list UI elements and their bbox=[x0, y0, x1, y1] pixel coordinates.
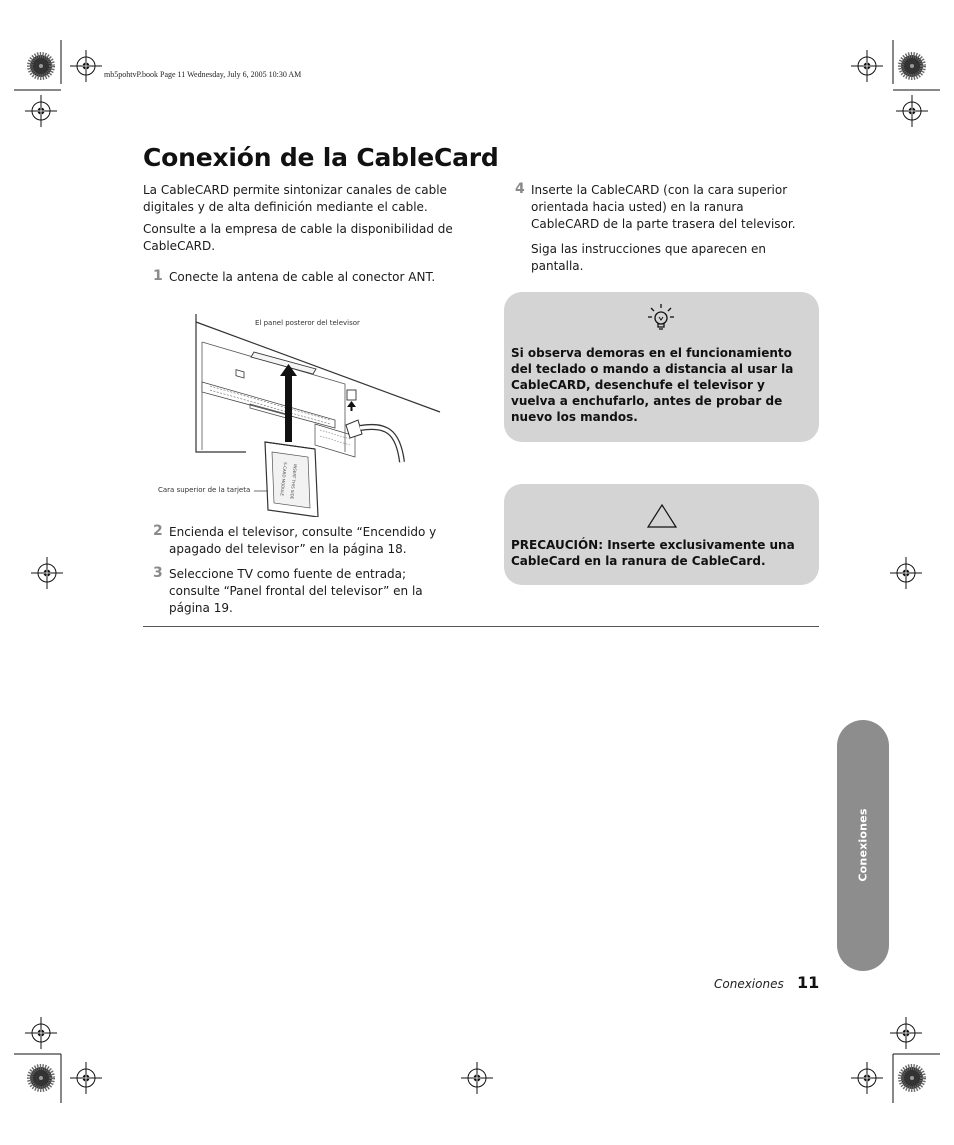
svg-text:INSERT THIS SIDE: INSERT THIS SIDE bbox=[289, 463, 298, 500]
step-2 bbox=[153, 524, 463, 560]
step-number: 1 bbox=[153, 268, 163, 284]
step-4-followup: Siga las instrucciones que aparecen en pantalla. bbox=[531, 242, 767, 273]
intro-paragraph-2: Consulte a la empresa de cable la disponibilidad de CableCARD. bbox=[143, 222, 453, 253]
step-number: 4 bbox=[515, 181, 525, 197]
step-text: Conecte la antena de cable al conector ANT. bbox=[169, 270, 436, 284]
lightbulb-icon bbox=[645, 300, 677, 332]
step-number: 2 bbox=[153, 523, 163, 539]
section-divider bbox=[143, 626, 819, 627]
tip-box bbox=[504, 292, 819, 442]
side-tab-label: Conexiones bbox=[856, 808, 870, 882]
step-number: 3 bbox=[153, 565, 163, 581]
footer-page-number: 11 bbox=[797, 973, 820, 992]
figure-label-card: Cara superior de la tarjeta bbox=[158, 486, 251, 494]
svg-text:S-CARD MODULE: S-CARD MODULE bbox=[279, 461, 288, 497]
caution-text: PRECAUCIÓN: Inserte exclusivamente una CableCard en la ranura de CableCard. bbox=[511, 538, 795, 568]
step-3 bbox=[153, 565, 463, 615]
footer-section-name: Conexiones bbox=[714, 977, 784, 991]
page-title: Conexión de la CableCard bbox=[143, 143, 499, 172]
cablecard-figure bbox=[150, 312, 450, 517]
step-text: Inserte la CableCARD (con la cara superior orientada hacia usted) en la ranura CableCARD de la parte trasera del televisor. bbox=[531, 183, 796, 231]
step-text: Encienda el televisor, consulte “Encendido y apagado del televisor” en la página 18. bbox=[169, 525, 437, 556]
print-header: mb5pohtvP.book Page 11 Wednesday, July 6, 2005 10:30 AM bbox=[104, 70, 302, 79]
figure-label-panel: El panel posteror del televisor bbox=[255, 319, 360, 327]
chapter-side-tab bbox=[837, 720, 889, 971]
warning-triangle-icon bbox=[646, 503, 678, 529]
step-text: Seleccione TV como fuente de entrada; consulte “Panel frontal del televisor” en la página 19. bbox=[169, 567, 423, 615]
step-1 bbox=[153, 269, 463, 289]
intro-paragraph-1: La CableCARD permite sintonizar canales de cable digitales y de alta definición mediante el cable. bbox=[143, 183, 447, 214]
step-4 bbox=[515, 182, 820, 234]
tip-text: Si observa demoras en el funcionamiento del teclado o mando a distancia al usar la CableCARD, desenchufe el televisor y vuelva a enchufarlo, antes de probar de nuevo los mandos. bbox=[511, 346, 794, 424]
caution-box bbox=[504, 484, 819, 585]
